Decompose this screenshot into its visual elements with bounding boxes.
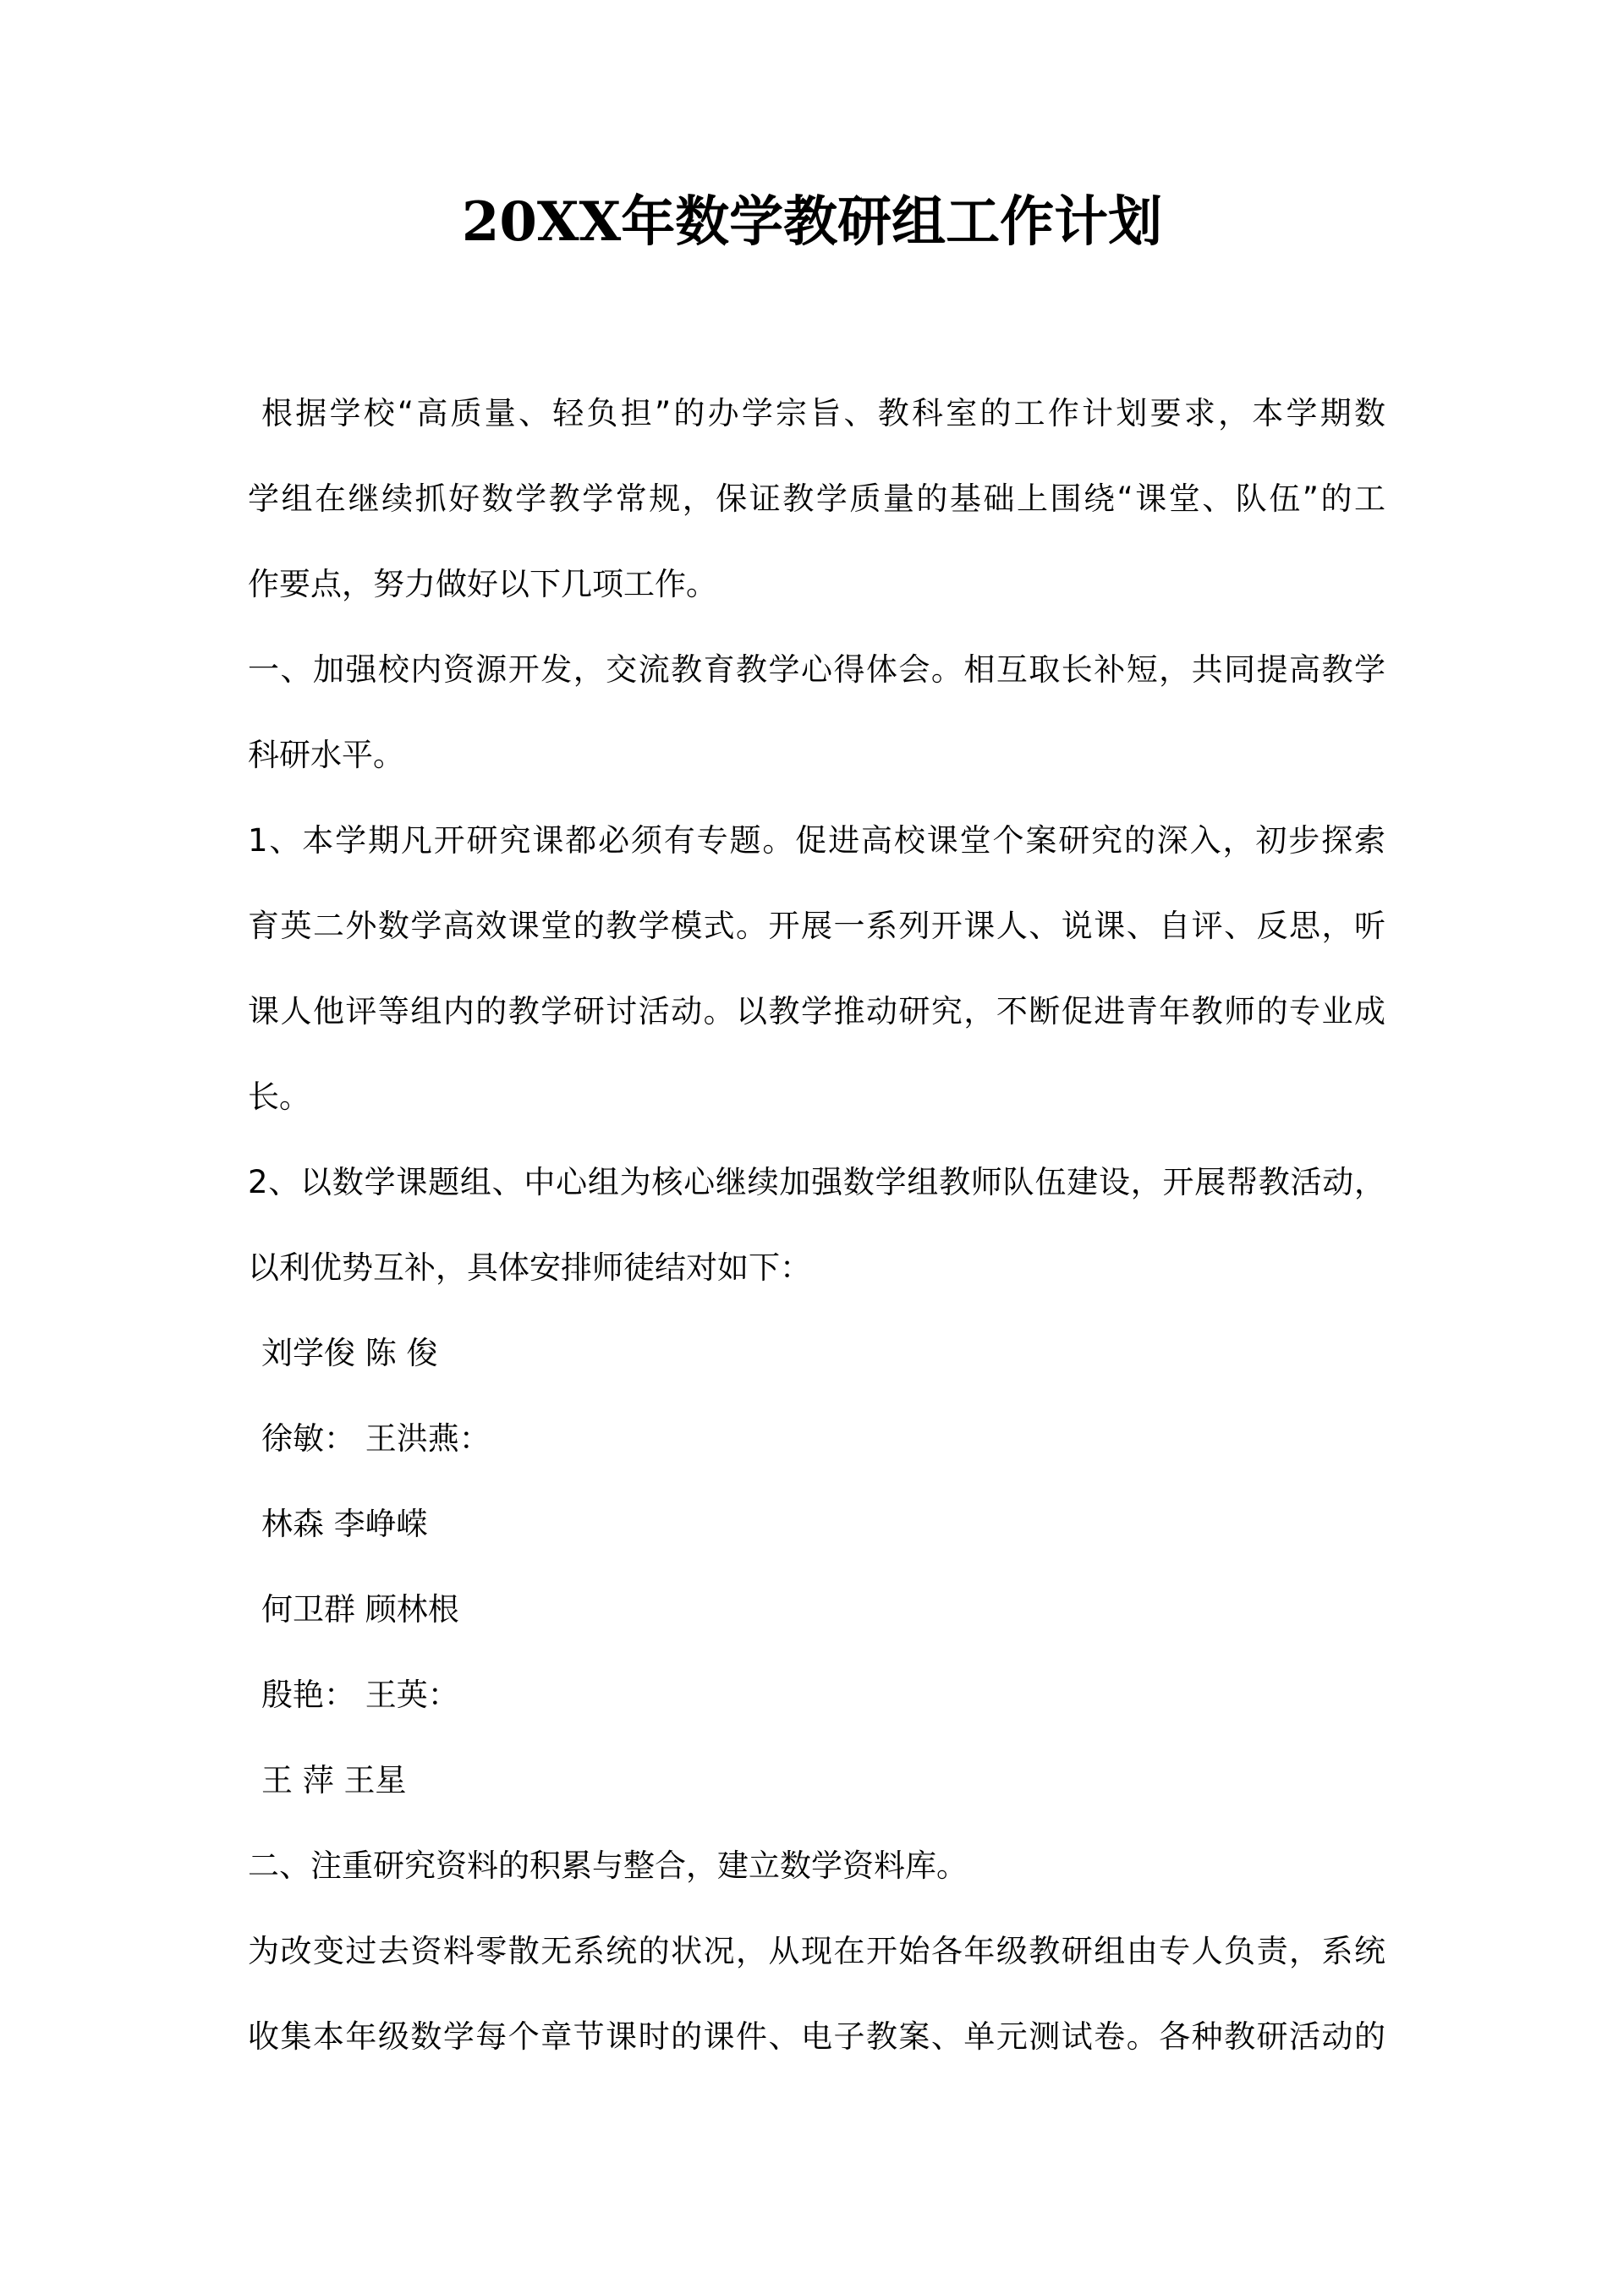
- section-one-heading-line-1: 一、加强校内资源开发，交流教育教学心得体会。相互取长补短，共同提高教学: [248, 651, 1385, 688]
- document-title: 20XX年数学教研组工作计划: [461, 190, 1163, 254]
- pair-line-4: 何卫群 顾林根: [261, 1591, 459, 1628]
- item-one-line-2: 育英二外数学高效课堂的教学模式。开展一系列开课人、说课、自评、反思，听: [248, 908, 1385, 944]
- intro-line-1: 根据学校“高质量、轻负担”的办学宗旨、教科室的工作计划要求，本学期数: [261, 395, 1385, 431]
- item-two-line-2: 以利优势互补，具体安排师徒结对如下：: [248, 1249, 811, 1286]
- pair-line-5: 殷艳： 王英：: [261, 1677, 459, 1713]
- item-one-line-1: 1、本学期凡开研究课都必须有专题。促进高校课堂个案研究的深入，初步探索: [248, 822, 1385, 859]
- section-one-heading-line-2: 科研水平。: [248, 737, 404, 773]
- item-one-line-3: 课人他评等组内的教学研讨活动。以教学推动研究，不断促进青年教师的专业成: [248, 993, 1385, 1029]
- section-two-heading: 二、注重研究资料的积累与整合，建立数学资料库。: [248, 1848, 968, 1884]
- document-body: [248, 371, 1385, 2079]
- item-two-line-1: 2、以数学课题组、中心组为核心继续加强数学组教师队伍建设，开展帮教活动，: [248, 1164, 1385, 1200]
- pair-line-6: 王 萍 王星: [261, 1762, 407, 1798]
- pair-line-3: 林森 李峥嵘: [261, 1506, 428, 1542]
- intro-line-2: 学组在继续抓好数学教学常规，保证教学质量的基础上围绕“课堂、队伍”的工: [248, 480, 1385, 517]
- item-one-line-4: 长。: [248, 1079, 310, 1115]
- pair-line-1: 刘学俊 陈 俊: [261, 1335, 438, 1371]
- intro-line-3: 作要点，努力做好以下几项工作。: [248, 566, 717, 602]
- section-two-line-1: 为改变过去资料零散无系统的状况，从现在开始各年级教研组由专人负责，系统: [248, 1933, 1385, 1969]
- section-two-line-2: 收集本年级数学每个章节课时的课件、电子教案、单元测试卷。各种教研活动的: [248, 2018, 1385, 2055]
- pair-line-2: 徐敏： 王洪燕：: [261, 1420, 491, 1457]
